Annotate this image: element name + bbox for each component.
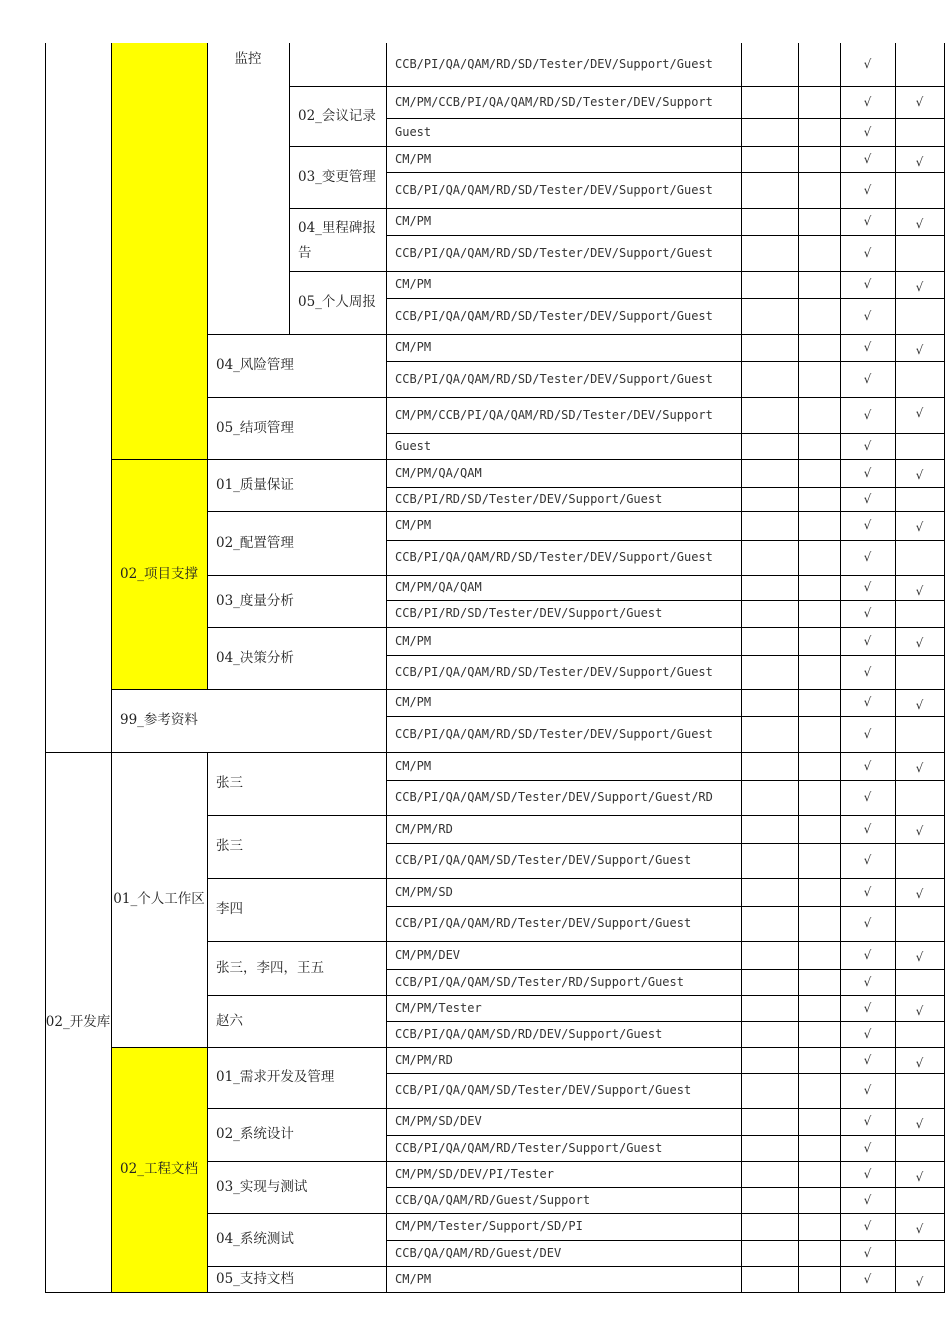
folder-system-test: 04_系统测试 — [216, 1231, 294, 1247]
grid-line — [386, 716, 945, 717]
role-list: CM/PM — [395, 1271, 432, 1286]
grid-line — [45, 1292, 945, 1293]
read-check-mark: √ — [863, 518, 872, 532]
read-check-mark: √ — [863, 1245, 872, 1260]
role-list: CCB/PI/QA/QAM/SD/Tester/DEV/Support/Guest — [395, 853, 692, 867]
role-list: CCB/PI/QA/QAM/SD/RD/DEV/Support/Guest — [395, 1026, 663, 1041]
read-check-mark: √ — [863, 1000, 872, 1015]
folder-requirements: 01_需求开发及管理 — [216, 1069, 335, 1085]
folder-monitor: 监控 — [234, 51, 262, 67]
read-check-mark: √ — [863, 606, 872, 620]
role-list: CM/PM — [395, 214, 432, 228]
write-check-mark: √ — [915, 1117, 924, 1131]
role-list: CCB/PI/QA/QAM/RD/SD/Tester/DEV/Support/Guest — [395, 308, 713, 323]
folder-person-3: 李四 — [216, 901, 243, 917]
grid-line — [207, 575, 387, 576]
grid-line — [386, 1240, 945, 1241]
read-check-mark: √ — [863, 1114, 872, 1128]
grid-line — [386, 361, 945, 362]
read-check-mark: √ — [863, 245, 872, 260]
read-check-mark: √ — [863, 726, 872, 741]
grid-line — [207, 1108, 387, 1109]
grid-line — [386, 208, 945, 209]
grid-line — [386, 298, 945, 299]
grid-line — [386, 397, 945, 398]
role-list: CM/PM/QA/QAM — [395, 465, 482, 480]
write-check-mark: √ — [915, 584, 924, 598]
grid-line — [386, 540, 945, 541]
folder-change-mgmt: 03_变更管理 — [298, 168, 376, 185]
grid-line — [386, 752, 945, 753]
grid-line — [386, 1187, 945, 1188]
role-list: CM/PM/DEV — [395, 947, 461, 962]
grid-line — [386, 575, 945, 576]
role-list: CM/PM/RD — [395, 1052, 453, 1067]
grid-line — [386, 459, 945, 460]
role-list: Guest — [395, 438, 432, 453]
category-project-support: 02_项目支撑 — [111, 459, 207, 689]
role-list: CCB/QA/QAM/RD/Guest/DEV — [395, 1245, 562, 1260]
read-check-mark: √ — [863, 633, 872, 648]
folder-design: 02_系统设计 — [216, 1126, 294, 1142]
folder-meeting-minutes: 02_会议记录 — [298, 107, 376, 124]
folder-weekly-report: 05_个人周报 — [298, 294, 376, 310]
folder-person-5: 赵六 — [216, 1012, 243, 1029]
role-list: CM/PM/RD — [395, 821, 453, 836]
read-check-mark: √ — [863, 974, 872, 989]
read-check-mark: √ — [863, 821, 872, 836]
write-check-mark: √ — [915, 1004, 924, 1018]
grid-line — [45, 43, 46, 1292]
folder-person-4: 张三，李四，王五 — [216, 959, 324, 976]
grid-line — [386, 878, 945, 879]
read-check-mark: √ — [863, 491, 872, 506]
grid-line — [741, 43, 742, 1292]
grid-line — [207, 752, 208, 1292]
role-list: CCB/PI/QA/QAM/RD/SD/Tester/DEV/Support/Guest — [395, 182, 713, 197]
folder-impl-test: 03_实现与测试 — [216, 1178, 308, 1195]
grid-line — [840, 43, 841, 1292]
grid-line — [207, 941, 387, 942]
role-list: CCB/PI/QA/QAM/RD/SD/Tester/DEV/Support/Guest — [395, 550, 713, 564]
role-list: CM/PM — [395, 695, 432, 709]
write-check-mark: √ — [915, 636, 924, 650]
folder-config: 02_配置管理 — [216, 534, 294, 551]
read-check-mark: √ — [863, 1140, 872, 1155]
grid-line — [386, 627, 945, 628]
grid-line — [111, 459, 387, 460]
folder-decision: 04_决策分析 — [216, 649, 294, 666]
grid-line — [207, 397, 387, 398]
read-check-mark: √ — [863, 1052, 872, 1067]
read-check-mark: √ — [863, 790, 872, 804]
grid-line — [386, 1108, 945, 1109]
grid-line — [386, 271, 945, 272]
grid-line — [386, 689, 945, 690]
write-check-mark: √ — [915, 1275, 924, 1289]
read-check-mark: √ — [863, 214, 872, 228]
folder-qa: 01_质量保证 — [216, 476, 294, 493]
grid-line — [386, 780, 945, 781]
read-check-mark: √ — [863, 438, 872, 453]
category-monitor-block — [111, 43, 207, 459]
read-check-mark: √ — [863, 1166, 872, 1181]
grid-line — [207, 1161, 387, 1162]
read-check-mark: √ — [863, 695, 872, 709]
role-list: CM/PM — [395, 340, 432, 354]
role-list: CCB/PI/RD/SD/Tester/DEV/Support/Guest — [395, 606, 663, 620]
write-check-mark: √ — [915, 950, 924, 964]
role-list: CCB/PI/QA/QAM/RD/Tester/Support/Guest — [395, 1140, 663, 1155]
grid-line — [386, 995, 945, 996]
folder-support-docs: 05_支持文档 — [216, 1270, 294, 1287]
grid-line — [895, 43, 896, 1292]
grid-line — [386, 118, 945, 119]
write-check-mark: √ — [915, 824, 924, 838]
write-check-mark: √ — [915, 761, 924, 775]
write-check-mark: √ — [915, 155, 924, 169]
write-check-mark: √ — [915, 468, 924, 482]
role-list: CM/PM/SD/DEV/PI/Tester — [395, 1166, 554, 1181]
role-list: CM/PM/CCB/PI/QA/QAM/RD/SD/Tester/DEV/Support — [395, 407, 713, 422]
grid-line — [207, 815, 387, 816]
write-check-mark: √ — [915, 887, 924, 901]
role-list: CM/PM — [395, 151, 432, 166]
read-check-mark: √ — [863, 1271, 872, 1286]
grid-line — [386, 235, 945, 236]
read-check-mark: √ — [863, 407, 872, 422]
grid-line — [289, 208, 387, 209]
grid-line — [289, 146, 387, 147]
read-check-mark: √ — [863, 1083, 872, 1097]
grid-line — [386, 941, 945, 942]
read-check-mark: √ — [863, 340, 872, 354]
role-list: CCB/PI/QA/QAM/RD/SD/Tester/DEV/Support/Guest — [395, 664, 713, 679]
read-check-mark: √ — [863, 550, 872, 564]
role-list: CCB/PI/QA/QAM/RD/SD/Tester/DEV/Support/Guest — [395, 726, 713, 741]
grid-line — [386, 906, 945, 907]
role-list: CCB/PI/QA/QAM/SD/Tester/DEV/Support/Guest/RD — [395, 790, 713, 804]
category-personal: 01_个人工作区 — [113, 891, 205, 907]
grid-line — [207, 511, 387, 512]
grid-line — [207, 43, 208, 689]
grid-line — [207, 334, 387, 335]
grid-line — [386, 146, 945, 147]
role-list: CCB/PI/QA/QAM/RD/SD/Tester/DEV/Support/Guest — [395, 57, 713, 71]
grid-line — [386, 1135, 945, 1136]
grid-line — [386, 172, 945, 173]
read-check-mark: √ — [863, 758, 872, 773]
role-list: CCB/PI/QA/QAM/RD/Tester/DEV/Support/Guest — [395, 916, 692, 930]
grid-line — [386, 511, 945, 512]
read-check-mark: √ — [863, 277, 872, 291]
read-check-mark: √ — [863, 1219, 872, 1233]
write-check-mark: √ — [915, 520, 924, 534]
role-list: CCB/PI/RD/SD/Tester/DEV/Support/Guest — [395, 491, 663, 506]
grid-line — [386, 334, 945, 335]
role-list: CM/PM — [395, 518, 432, 532]
write-check-mark: √ — [915, 698, 924, 712]
write-check-mark: √ — [915, 343, 924, 357]
read-check-mark: √ — [863, 94, 872, 109]
folder-closing: 05_结项管理 — [216, 419, 294, 436]
grid-line — [386, 655, 945, 656]
folder-measure: 03_度量分析 — [216, 592, 294, 609]
grid-line — [386, 433, 945, 434]
write-check-mark: √ — [915, 1056, 924, 1070]
grid-line — [207, 878, 387, 879]
write-check-mark: √ — [915, 95, 924, 109]
folder-person-1: 张三 — [216, 775, 243, 791]
read-check-mark: √ — [863, 465, 872, 480]
role-list: CM/PM — [395, 277, 432, 291]
read-check-mark: √ — [863, 884, 872, 899]
category-dev: 02_开发库 — [45, 1013, 111, 1030]
read-check-mark: √ — [863, 1192, 872, 1207]
role-list: CCB/PI/QA/QAM/RD/SD/Tester/DEV/Support/Guest — [395, 245, 713, 260]
role-list: CM/PM — [395, 633, 432, 648]
write-check-mark: √ — [915, 1170, 924, 1184]
role-list: CM/PM/CCB/PI/QA/QAM/RD/SD/Tester/DEV/Support — [395, 94, 713, 109]
role-list: CM/PM — [395, 758, 432, 773]
grid-line — [207, 1213, 387, 1214]
grid-line — [386, 1073, 945, 1074]
grid-line — [798, 43, 799, 1292]
read-check-mark: √ — [863, 580, 872, 594]
read-check-mark: √ — [863, 916, 872, 930]
write-check-mark: √ — [915, 280, 924, 294]
role-list: CM/PM/Tester — [395, 1000, 482, 1015]
grid-line — [45, 752, 387, 753]
grid-line — [111, 689, 387, 690]
grid-line — [386, 487, 945, 488]
role-list: CCB/QA/QAM/RD/Guest/Support — [395, 1192, 591, 1207]
category-reference: 99_参考资料 — [120, 712, 198, 728]
grid-line — [111, 1047, 387, 1048]
read-check-mark: √ — [863, 371, 872, 386]
grid-line — [944, 43, 945, 1292]
grid-line — [386, 1266, 945, 1267]
category-engineering: 02_工程文档 — [111, 1047, 207, 1292]
grid-line — [386, 843, 945, 844]
role-list: CCB/PI/QA/QAM/SD/Tester/RD/Support/Guest — [395, 974, 684, 989]
grid-line — [289, 271, 387, 272]
role-list: CM/PM/QA/QAM — [395, 580, 482, 594]
grid-line — [386, 1161, 945, 1162]
grid-line — [207, 995, 387, 996]
folder-person-2: 张三 — [216, 838, 243, 854]
grid-line — [289, 86, 387, 87]
role-list: CM/PM/SD/DEV — [395, 1114, 482, 1128]
role-list: CCB/PI/QA/QAM/RD/SD/Tester/DEV/Support/Guest — [395, 371, 713, 386]
grid-line — [386, 86, 945, 87]
grid-line — [111, 43, 112, 1292]
read-check-mark: √ — [863, 853, 872, 867]
read-check-mark: √ — [863, 124, 872, 139]
grid-line — [386, 43, 387, 1292]
read-check-mark: √ — [863, 308, 872, 323]
grid-line — [386, 815, 945, 816]
role-list: CM/PM/SD — [395, 884, 453, 899]
folder-milestone-report: 04_里程碑报告 — [298, 220, 376, 261]
grid-line — [386, 1047, 945, 1048]
read-check-mark: √ — [863, 1026, 872, 1041]
grid-line — [386, 1213, 945, 1214]
grid-line — [386, 600, 945, 601]
role-list: Guest — [395, 124, 432, 139]
read-check-mark: √ — [863, 182, 872, 197]
read-check-mark: √ — [863, 151, 872, 166]
grid-line — [207, 627, 387, 628]
read-check-mark: √ — [863, 57, 872, 71]
folder-risk: 04_风险管理 — [216, 357, 294, 373]
role-list: CCB/PI/QA/QAM/SD/Tester/DEV/Support/Guest — [395, 1083, 692, 1097]
grid-line — [386, 969, 945, 970]
grid-line — [386, 1021, 945, 1022]
write-check-mark: √ — [915, 406, 924, 420]
write-check-mark: √ — [915, 217, 924, 231]
read-check-mark: √ — [863, 947, 872, 962]
grid-line — [207, 1266, 387, 1267]
write-check-mark: √ — [915, 1222, 924, 1236]
read-check-mark: √ — [863, 664, 872, 679]
role-list: CM/PM/Tester/Support/SD/PI — [395, 1219, 583, 1233]
